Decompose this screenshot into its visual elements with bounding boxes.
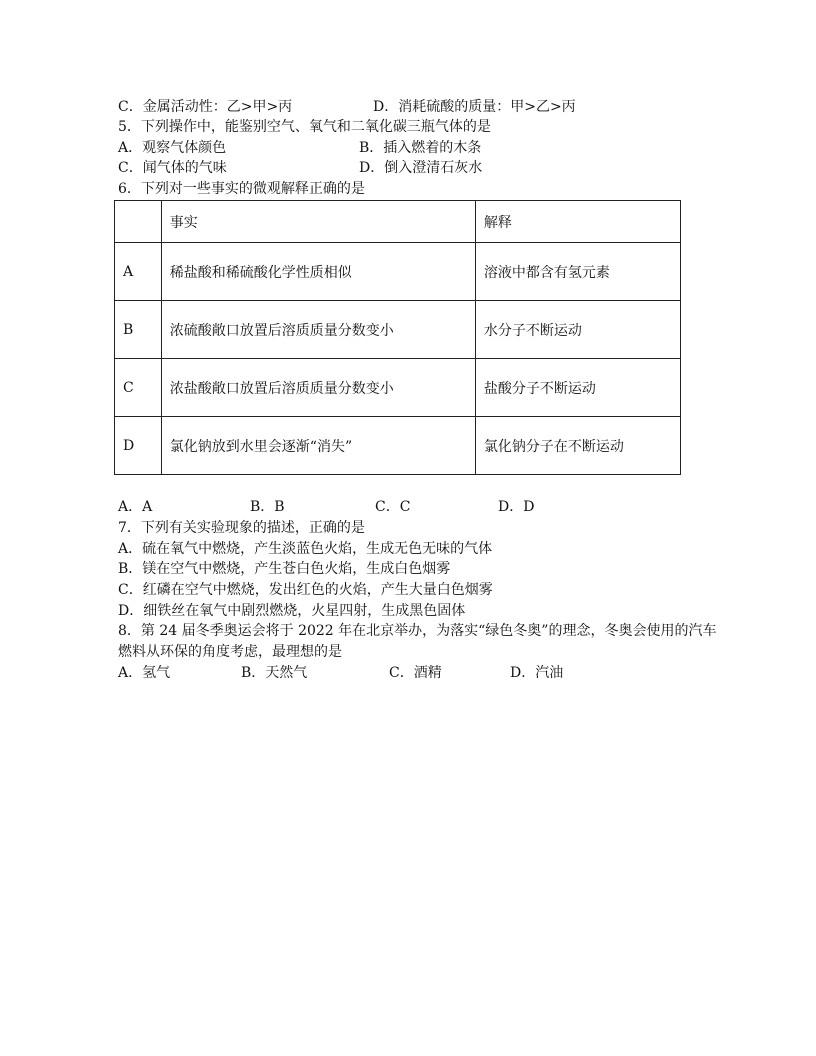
table-row <box>115 359 681 417</box>
q7-option-d: D．细铁丝在氧气中剧烈燃烧，火星四射，生成黑色固体 <box>118 603 466 619</box>
q8-stem-line1: 8．第 24 届冬季奥运会将于 2022 年在北京举办，为落实“绿色冬奥”的理念，冬奥会使用的汽车 <box>118 623 717 639</box>
q8-option-a: A．氢气 <box>118 665 171 681</box>
q5-option-d: D．倒入澄清石灰水 <box>359 160 483 176</box>
q7-option-a: A．硫在氧气中燃烧，产生淡蓝色火焰，生成无色无味的气体 <box>118 541 493 557</box>
q6-option-c: C．C <box>375 499 411 515</box>
q8-option-c: C．酒精 <box>389 665 442 681</box>
table-cell-label: B <box>115 301 162 359</box>
table-cell-label: D <box>115 417 162 475</box>
q5-stem: 5．下列操作中，能鉴别空气、氧气和二氧化碳三瓶气体的是 <box>118 119 491 135</box>
q6-table <box>114 200 681 475</box>
table-row <box>115 301 681 359</box>
q6-stem: 6．下列对一些事实的微观解释正确的是 <box>118 181 365 197</box>
table-header-cell: 事实 <box>161 201 475 243</box>
q5-option-c: C．闻气体的气味 <box>118 160 227 176</box>
table-cell-explanation: 氯化钠分子在不断运动 <box>475 417 680 475</box>
q7-stem: 7．下列有关实验现象的描述，正确的是 <box>118 520 365 536</box>
table-cell-explanation: 溶液中都含有氢元素 <box>475 243 680 301</box>
table-cell-fact: 浓盐酸敞口放置后溶质质量分数变小 <box>161 359 475 417</box>
table-cell-explanation: 盐酸分子不断运动 <box>475 359 680 417</box>
q5-option-b: B．插入燃着的木条 <box>359 140 482 156</box>
q6-option-d: D．D <box>498 499 535 515</box>
q8-option-d: D．汽油 <box>510 665 564 681</box>
table-row <box>115 417 681 475</box>
table-cell-label: C <box>115 359 162 417</box>
q6-option-a: A．A <box>118 499 153 515</box>
table-cell-label: A <box>115 243 162 301</box>
q8-stem-line2: 燃料从环保的角度考虑，最理想的是 <box>118 644 342 660</box>
q6-option-b: B．B <box>250 499 285 515</box>
table-header-cell <box>115 201 162 243</box>
q4-option-c: C．金属活动性：乙>甲>丙 <box>118 99 293 115</box>
table-row <box>115 243 681 301</box>
table-cell-fact: 氯化钠放到水里会逐渐“消失” <box>161 417 475 475</box>
q7-option-c: C．红磷在空气中燃烧，发出红色的火焰，产生大量白色烟雾 <box>118 582 493 598</box>
q4-option-d: D．消耗硫酸的质量：甲>乙>丙 <box>373 99 576 115</box>
q8-option-b: B．天然气 <box>241 665 308 681</box>
table-cell-fact: 浓硫酸敞口放置后溶质质量分数变小 <box>161 301 475 359</box>
table-header-row <box>115 201 681 243</box>
table-cell-fact: 稀盐酸和稀硫酸化学性质相似 <box>161 243 475 301</box>
q5-option-a: A．观察气体颜色 <box>118 140 227 156</box>
table-cell-explanation: 水分子不断运动 <box>475 301 680 359</box>
q7-option-b: B．镁在空气中燃烧，产生苍白色火焰，生成白色烟雾 <box>118 561 451 577</box>
table-header-cell: 解释 <box>475 201 680 243</box>
